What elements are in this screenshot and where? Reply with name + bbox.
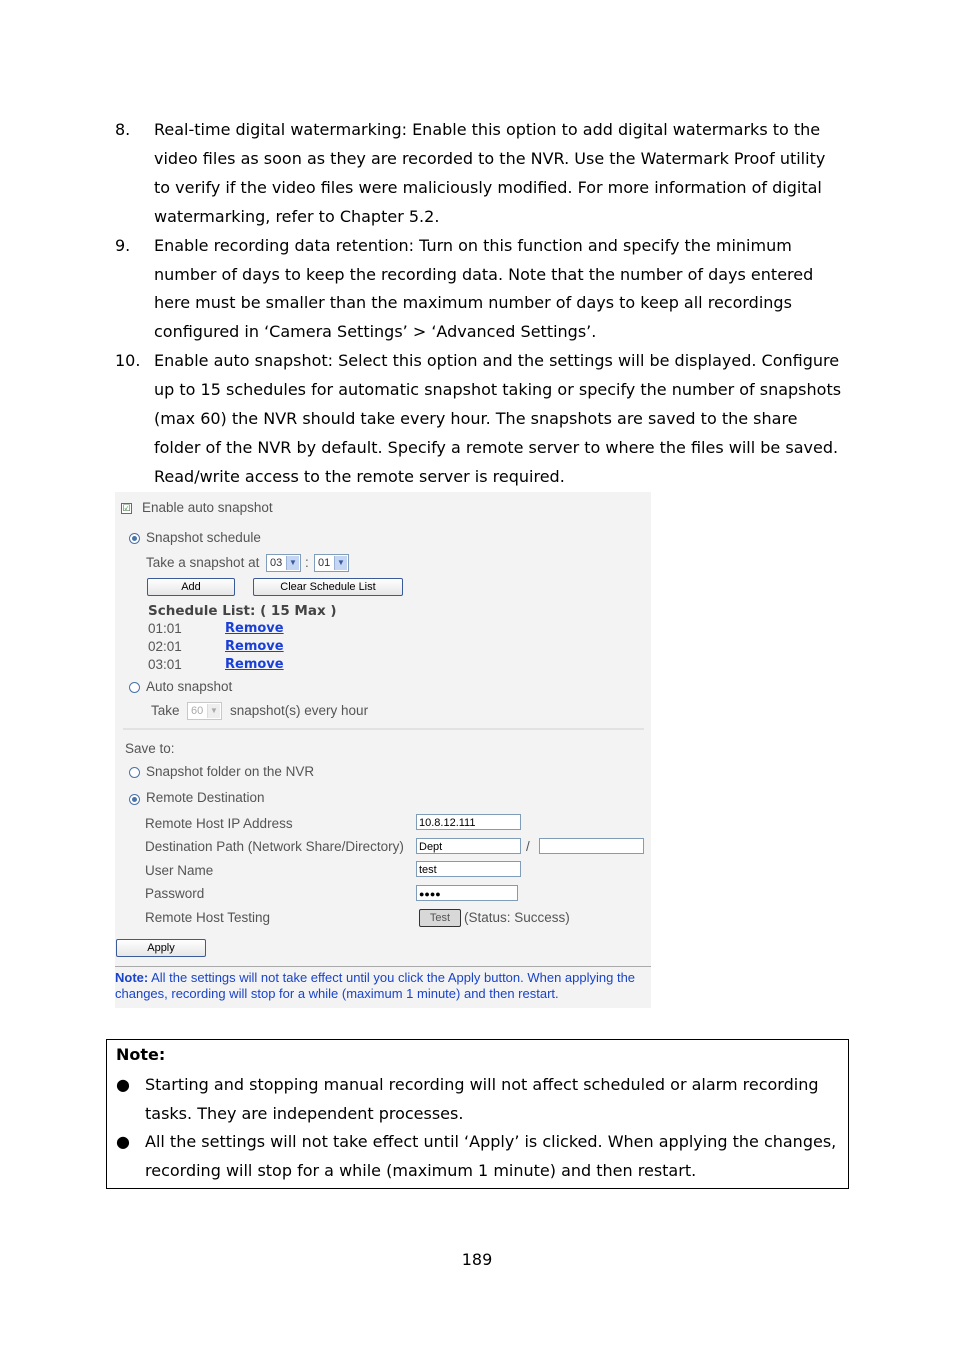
user-name-input[interactable]: test xyxy=(416,861,521,877)
note-box xyxy=(106,1039,849,1189)
note-bullet-item xyxy=(116,1071,846,1128)
panel-note-text: All the settings will not take effect until you click the Apply button. When applying the changes, recording will stop for a while (maximum 1 minute) and then restart. xyxy=(115,970,636,1001)
minute-select-value: 01 xyxy=(318,557,331,569)
remove-schedule-link[interactable]: Remove xyxy=(225,657,284,672)
note-text-line: tasks. They are independent processes. xyxy=(145,1103,464,1123)
schedule-time: 02:01 xyxy=(148,639,182,654)
hour-select-value: 03 xyxy=(270,557,283,569)
page-number: 189 xyxy=(461,1250,493,1269)
snapshot-count-select[interactable] xyxy=(187,702,222,720)
auto-snapshot-label: Auto snapshot xyxy=(146,679,233,694)
remote-destination-label: Remote Destination xyxy=(146,790,265,805)
destination-path-label: Destination Path (Network Share/Directory) xyxy=(145,839,404,854)
bullet-icon: ● xyxy=(116,1075,130,1094)
item-text-line: configured in ‘Camera Settings’ > ‘Advanced Settings’. xyxy=(154,322,597,342)
panel-note-label: Note: xyxy=(115,970,149,985)
apply-button[interactable]: Apply xyxy=(116,939,206,957)
item-text-line: Read/write access to the remote server is required. xyxy=(154,466,565,486)
note-title: Note: xyxy=(116,1045,166,1064)
note-text-line: All the settings will not take effect until ‘Apply’ is clicked. When applying the changes, xyxy=(145,1132,837,1152)
enable-auto-snapshot-checkbox[interactable]: ☑ xyxy=(122,503,131,513)
item-text-line: video files as soon as they are recorded to the NVR. Use the Watermark Proof utility xyxy=(154,148,826,168)
chevron-down-icon: ▼ xyxy=(207,704,220,718)
snapshot-folder-label: Snapshot folder on the NVR xyxy=(146,764,315,779)
hour-select[interactable] xyxy=(266,554,301,572)
remote-host-testing-label: Remote Host Testing xyxy=(145,910,271,925)
save-to-label: Save to: xyxy=(125,741,175,756)
bullet-icon: ● xyxy=(116,1132,130,1152)
schedule-list-title: Schedule List: ( 15 Max ) xyxy=(148,603,337,619)
schedule-time: 03:01 xyxy=(148,657,182,672)
destination-share-input[interactable]: Dept xyxy=(416,838,521,854)
test-button[interactable]: Test xyxy=(419,909,461,927)
remove-schedule-link[interactable]: Remove xyxy=(225,621,284,636)
test-status-text: (Status: Success) xyxy=(464,910,570,925)
clear-schedule-list-button[interactable]: Clear Schedule List xyxy=(253,578,403,596)
panel-note xyxy=(115,970,651,1002)
list-item-8 xyxy=(115,116,845,232)
auto-snapshot-radio[interactable] xyxy=(129,682,140,693)
item-text-line: watermarking, refer to Chapter 5.2. xyxy=(154,206,440,226)
item-text-line: (max 60) the NVR should take every hour. The snapshots are saved to the share xyxy=(154,409,798,429)
divider xyxy=(115,966,651,967)
add-button[interactable]: Add xyxy=(147,578,235,596)
note-bullet-list xyxy=(116,1071,846,1185)
item-text-line: here must be smaller than the maximum number of days to keep all recordings xyxy=(154,293,792,313)
snapshot-folder-radio[interactable] xyxy=(129,767,140,778)
list-item-10 xyxy=(115,347,845,492)
chevron-down-icon: ▼ xyxy=(286,556,299,570)
password-label: Password xyxy=(145,886,205,901)
remote-host-ip-input[interactable]: 10.8.12.111 xyxy=(416,814,521,830)
item-number: 8. xyxy=(115,120,131,139)
snapshot-count-value: 60 xyxy=(191,705,204,717)
schedule-time: 01:01 xyxy=(148,621,182,636)
divider xyxy=(123,728,644,730)
item-text-line: Real-time digital watermarking: Enable this option to add digital watermarks to the xyxy=(154,120,821,139)
note-text-line: Starting and stopping manual recording will not affect scheduled or alarm recording xyxy=(145,1075,819,1094)
list-item-9 xyxy=(115,232,845,348)
note-bullet-item xyxy=(116,1128,846,1185)
user-name-label: User Name xyxy=(145,863,214,878)
item-text-line: up to 15 schedules for automatic snapshot taking or specify the number of snapshots xyxy=(154,380,842,400)
item-text-line: to verify if the video files were maliciously modified. For more information of digital xyxy=(154,177,822,197)
take-snapshot-at-label: Take a snapshot at xyxy=(146,555,260,570)
item-text-line: Enable auto snapshot: Select this option and the settings will be displayed. Configure xyxy=(154,351,840,371)
enable-auto-snapshot-label: Enable auto snapshot xyxy=(142,500,273,515)
snapshot-schedule-radio[interactable] xyxy=(129,533,140,544)
numbered-list xyxy=(115,116,845,492)
remote-destination-radio[interactable] xyxy=(129,794,140,805)
item-text-line: number of days to keep the recording data. Note that the number of days entered xyxy=(154,264,814,284)
note-text-line: recording will stop for a while (maximum 1 minute) and then restart. xyxy=(145,1160,697,1180)
time-separator: : xyxy=(305,555,309,570)
remove-schedule-link[interactable]: Remove xyxy=(225,639,284,654)
item-number: 9. xyxy=(115,235,131,255)
password-input[interactable]: ●●●● xyxy=(416,885,518,901)
destination-directory-input[interactable] xyxy=(539,838,644,854)
chevron-down-icon: ▼ xyxy=(334,556,347,570)
item-text-line: folder of the NVR by default. Specify a remote server to where the files will be saved. xyxy=(154,437,839,457)
take-label: Take xyxy=(151,703,180,718)
auto-snapshot-settings-panel xyxy=(115,492,651,1008)
remote-host-ip-label: Remote Host IP Address xyxy=(145,816,293,831)
snapshot-schedule-label: Snapshot schedule xyxy=(146,530,261,545)
every-hour-label: snapshot(s) every hour xyxy=(230,703,369,718)
item-text-line: Enable recording data retention: Turn on this function and specify the minimum xyxy=(154,235,792,255)
minute-select[interactable] xyxy=(314,554,349,572)
path-separator: / xyxy=(526,839,530,854)
item-number: 10. xyxy=(115,351,141,371)
